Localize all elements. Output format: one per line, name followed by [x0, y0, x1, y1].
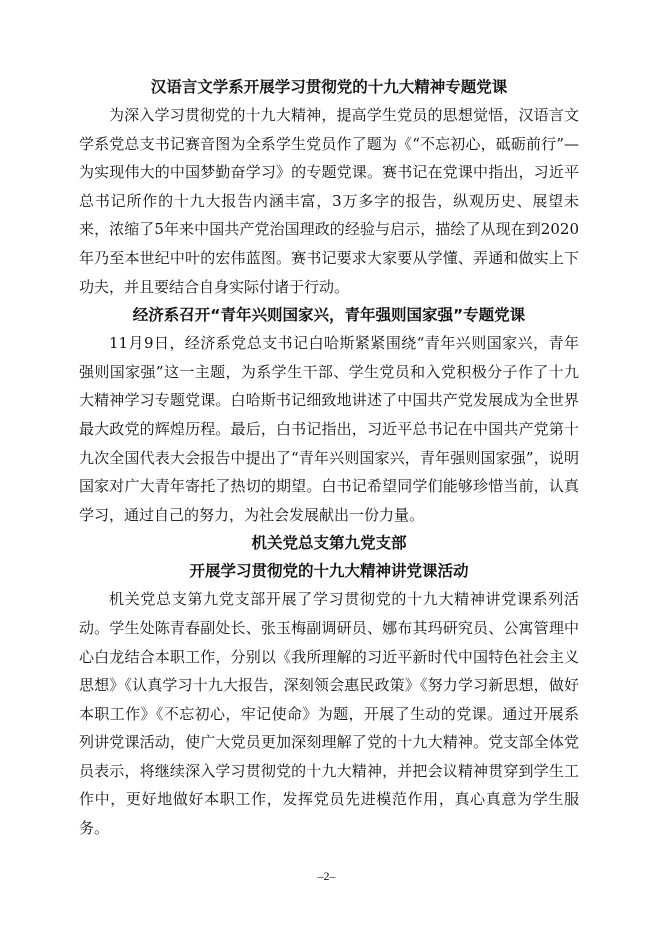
article-body: 机关党总支第九党支部开展了学习贯彻党的十九大精神讲党课系列活动。学生处陈青春副处长、张玉梅副调研员、娜布其玛研究员、公寓管理中心白龙结合本职工作，分别以《我所理解的习近平新时代中国特色社会主义思想》《认真学习十九大报告，深刻领会惠民政策》《努力学习新思想，做好本职工作》《不忘初心，牢记使命》为题，开展了生动的党课。通过开展系列讲党课活动，使广大党员更加深刻理解了党的十九大精神。党支部全体党员表示，将继续深入学习贯彻党的十九大精神，并把会议精神贯穿到学生工作中，更好地做好本职工作，发挥党员先进模范作用，真心真意为学生服务。 [79, 590, 579, 838]
article-body: 为深入学习贯彻党的十九大精神，提高学生党员的思想觉悟，汉语言文学系党总支书记赛音图为全系学生党员作了题为《“不忘初心，砥砺前行”—为实现伟大的中国梦勤奋学习》的专题党课。赛书记在党课中指出，习近平总书记所作的十九大报告内涵丰富，3万多字的报告，纵观历史、展望未来，浓缩了5年来中国共产党治国理政的经验与启示，描绘了从现在到2020年乃至本世纪中叶的宏伟蓝图。赛书记要求大家要从学懂、弄通和做实上下功夫，并且要结合自身实际付诸于行动。 [79, 106, 579, 296]
article-section-3 [79, 529, 579, 842]
document-content [79, 73, 579, 843]
article-section-2 [79, 301, 579, 529]
article-title-line-2: 开展学习贯彻党的十九大精神讲党课活动 [189, 562, 469, 581]
article-body: 11月9日，经济系党总支书记白哈斯紧紧围绕“青年兴则国家兴，青年强则国家强”这一主题，为系学生干部、学生党员和入党积极分子作了十九大精神学习专题党课。白哈斯书记细致地讲述了中国共产党发展成为全世界最大政党的辉煌历程。最后，白书记指出，习近平总书记在中国共产党第十九次全国代表大会报告中提出了“青年兴则国家兴，青年强则国家强”，说明国家对广大青年寄托了热切的期望。白书记希望同学们能够珍惜当前，认真学习，通过自己的努力，为社会发展献出一份力量。 [79, 334, 579, 524]
page-number: –2– [317, 869, 336, 883]
article-title-line-1: 机关党总支第九党支部 [251, 534, 407, 553]
article-title: 经济系召开“青年兴则国家兴，青年强则国家强”专题党课 [132, 306, 526, 325]
article-title: 汉语言文学系开展学习贯彻党的十九大精神专题党课 [150, 78, 508, 96]
article-section-1 [79, 73, 579, 301]
